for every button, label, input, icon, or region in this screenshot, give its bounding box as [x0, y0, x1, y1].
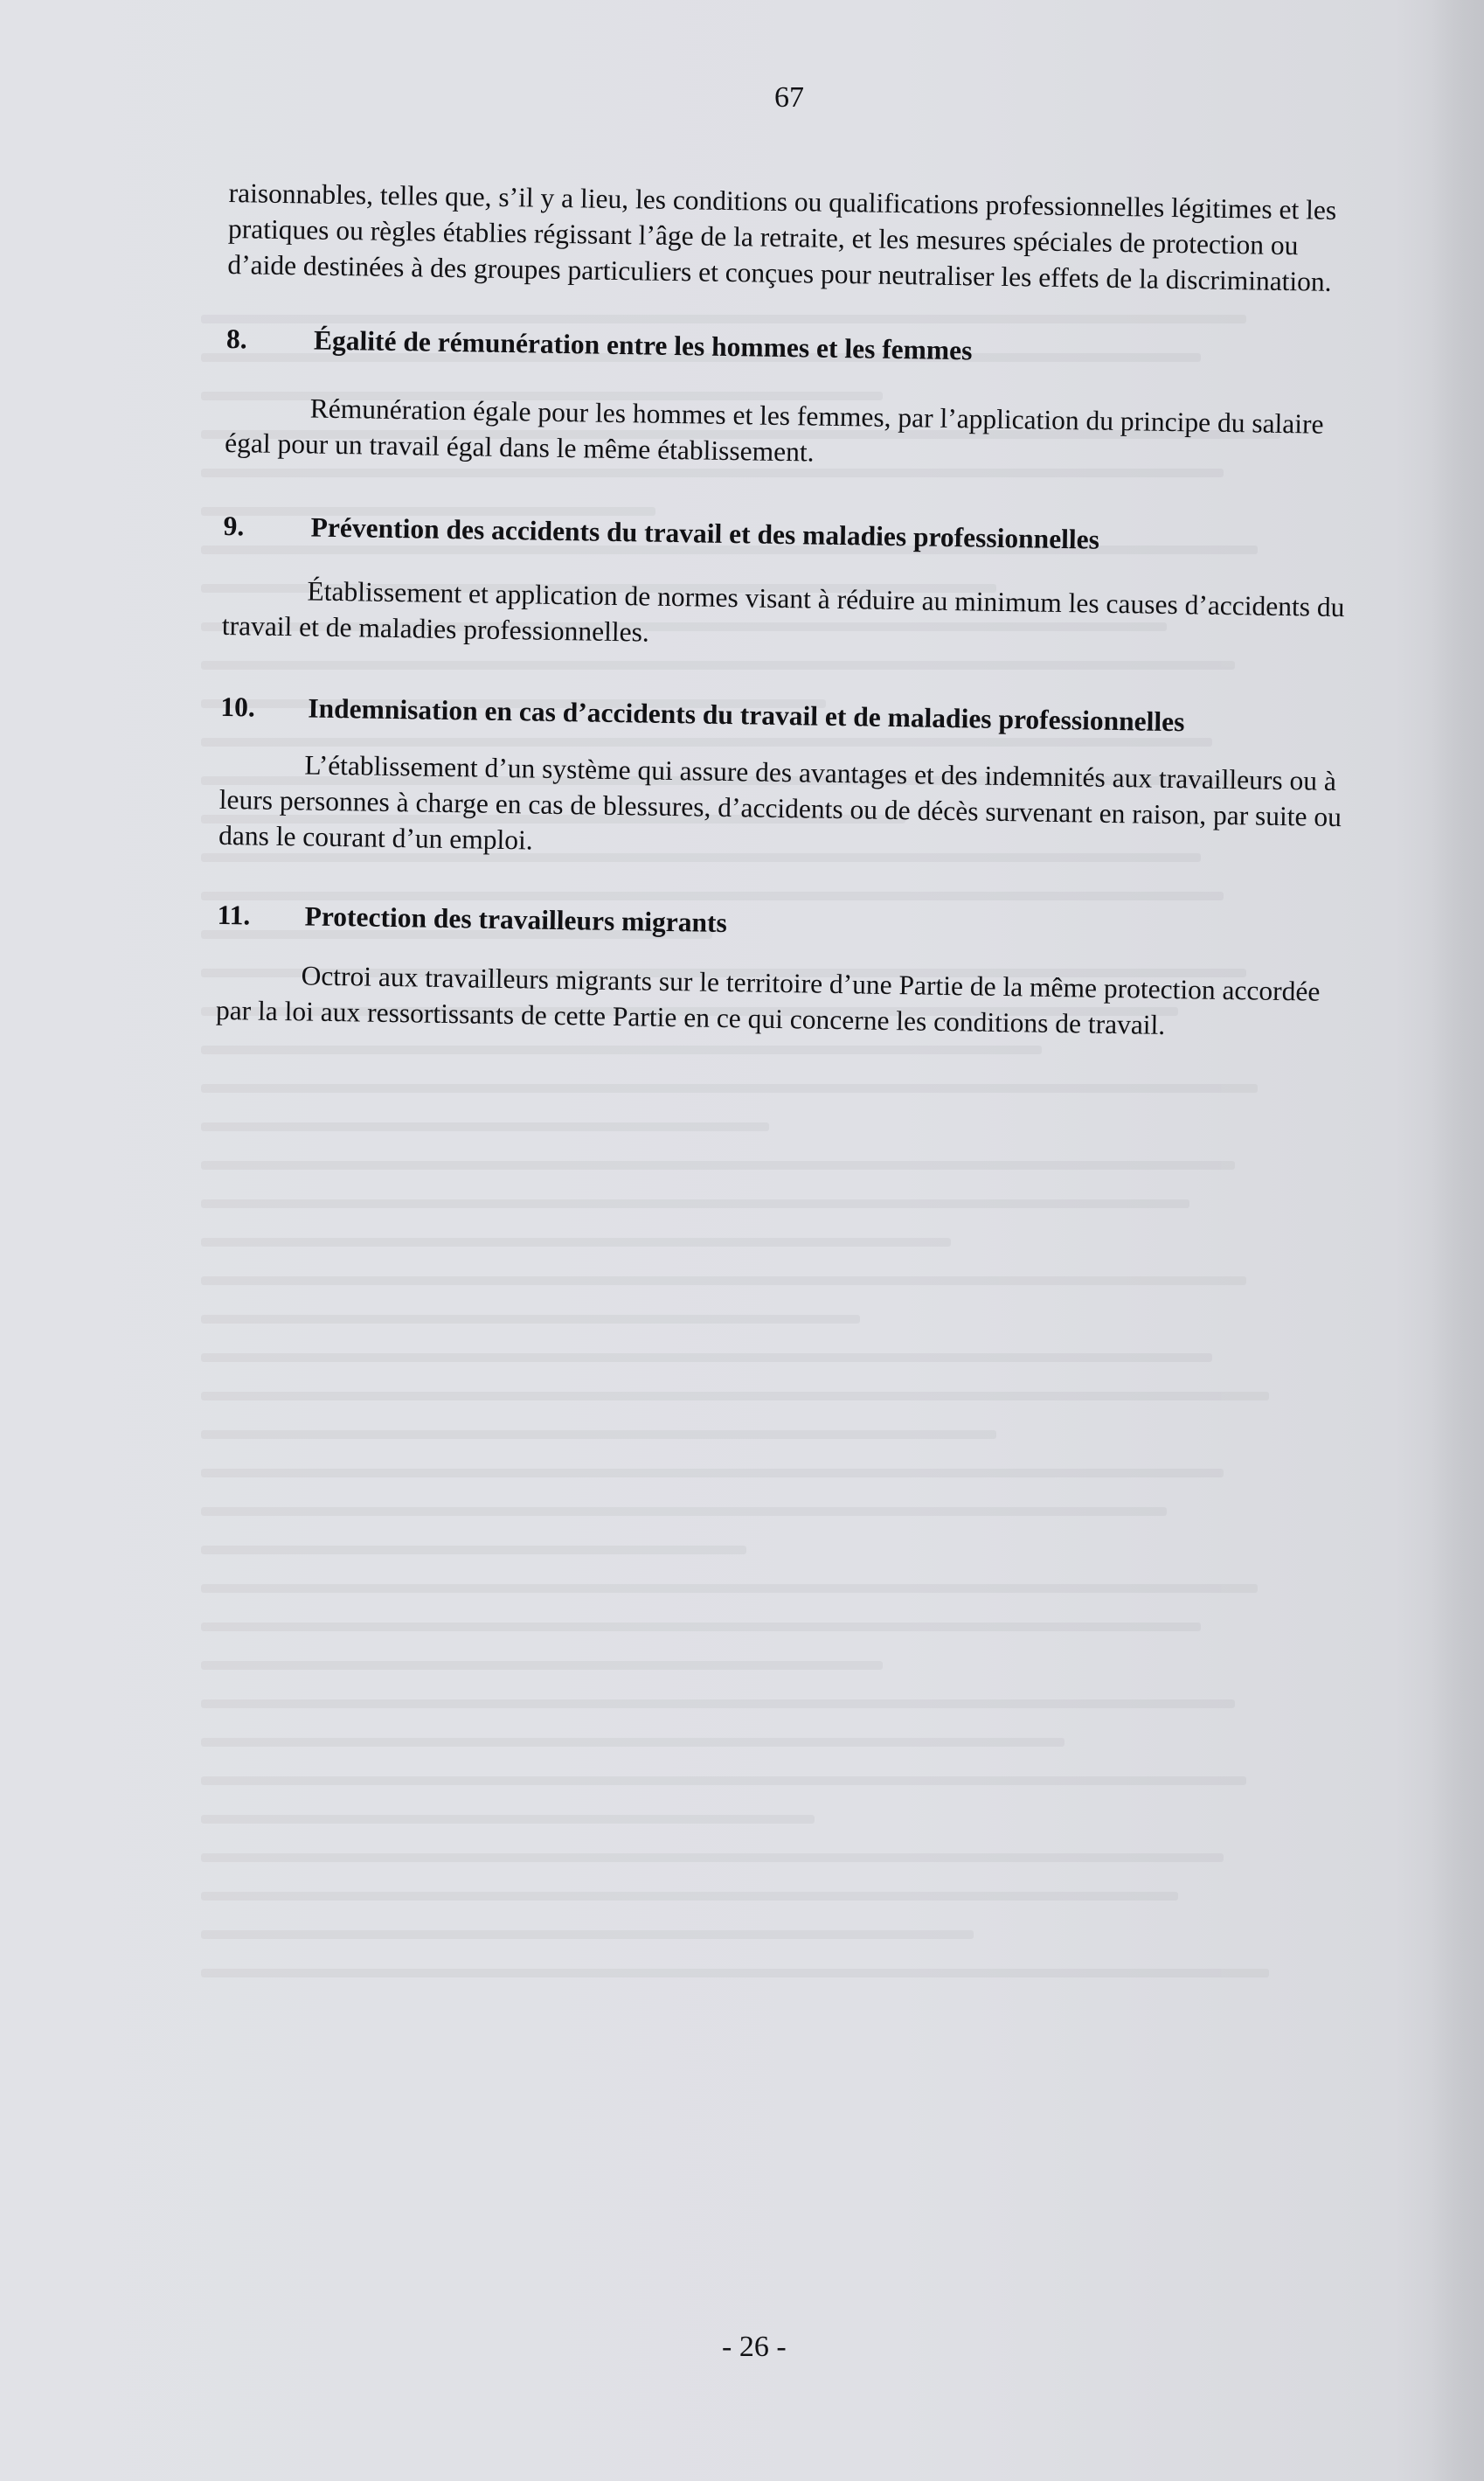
- section-title: Égalité de rémunération entre les hommes et les femmes: [313, 324, 973, 366]
- page-edge-shadow: [1432, 0, 1484, 2481]
- section-body: L’établissement d’un système qui assure des avantages et des indemnités aux travailleurs ou à leurs personnes à charge en cas de blessures, d’accidents ou de décès survenant en raison, par suite ou dans le courant d’un emploi.: [218, 749, 1342, 856]
- section-heading: [220, 689, 1348, 742]
- intro-paragraph: raisonnables, telles que, s’il y a lieu, les conditions ou qualifications professionnelles légitimes et les pratiques ou règles établies régissant l’âge de la retraite, et les mesures spéciales de protection ou d’aide destinées à des groupes particuliers et conçues pour neutraliser les effets de la discrimination.: [227, 177, 1337, 297]
- section-heading: [217, 897, 1344, 950]
- section-number: 9.: [223, 510, 245, 542]
- section-10: [218, 689, 1349, 871]
- section-11: [216, 897, 1345, 1046]
- section-title: Indemnisation en cas d’accidents du travail et de maladies professionnelles: [308, 692, 1185, 738]
- section-body: Établissement et application de normes visant à réduire au minimum les causes d’accidents du travail et de maladies professionnelles.: [221, 575, 1345, 648]
- section-8: [225, 321, 1354, 478]
- page-footer-number: - 26 -: [722, 2331, 787, 2363]
- section-body: Octroi aux travailleurs migrants sur le territoire d’une Partie de la même protection accordée par la loi aux ressortissants de cette Partie en ce qui concerne les conditions de travail.: [215, 960, 1321, 1040]
- section-title: Prévention des accidents du travail et des maladies professionnelles: [310, 511, 1100, 555]
- section-number: 8.: [225, 323, 247, 355]
- page-number-top: 67: [774, 81, 804, 114]
- section-title: Protection des travailleurs migrants: [304, 900, 728, 939]
- document-body: [216, 175, 1356, 1046]
- section-9: [222, 508, 1351, 661]
- section-heading: [223, 508, 1350, 561]
- section-number: 10.: [220, 691, 256, 723]
- section-body: Rémunération égale pour les hommes et les femmes, par l’application du principe du salaire égal pour un travail égal dans le même établissement.: [224, 393, 1324, 468]
- section-heading: [226, 321, 1354, 374]
- section-number: 11.: [217, 899, 251, 931]
